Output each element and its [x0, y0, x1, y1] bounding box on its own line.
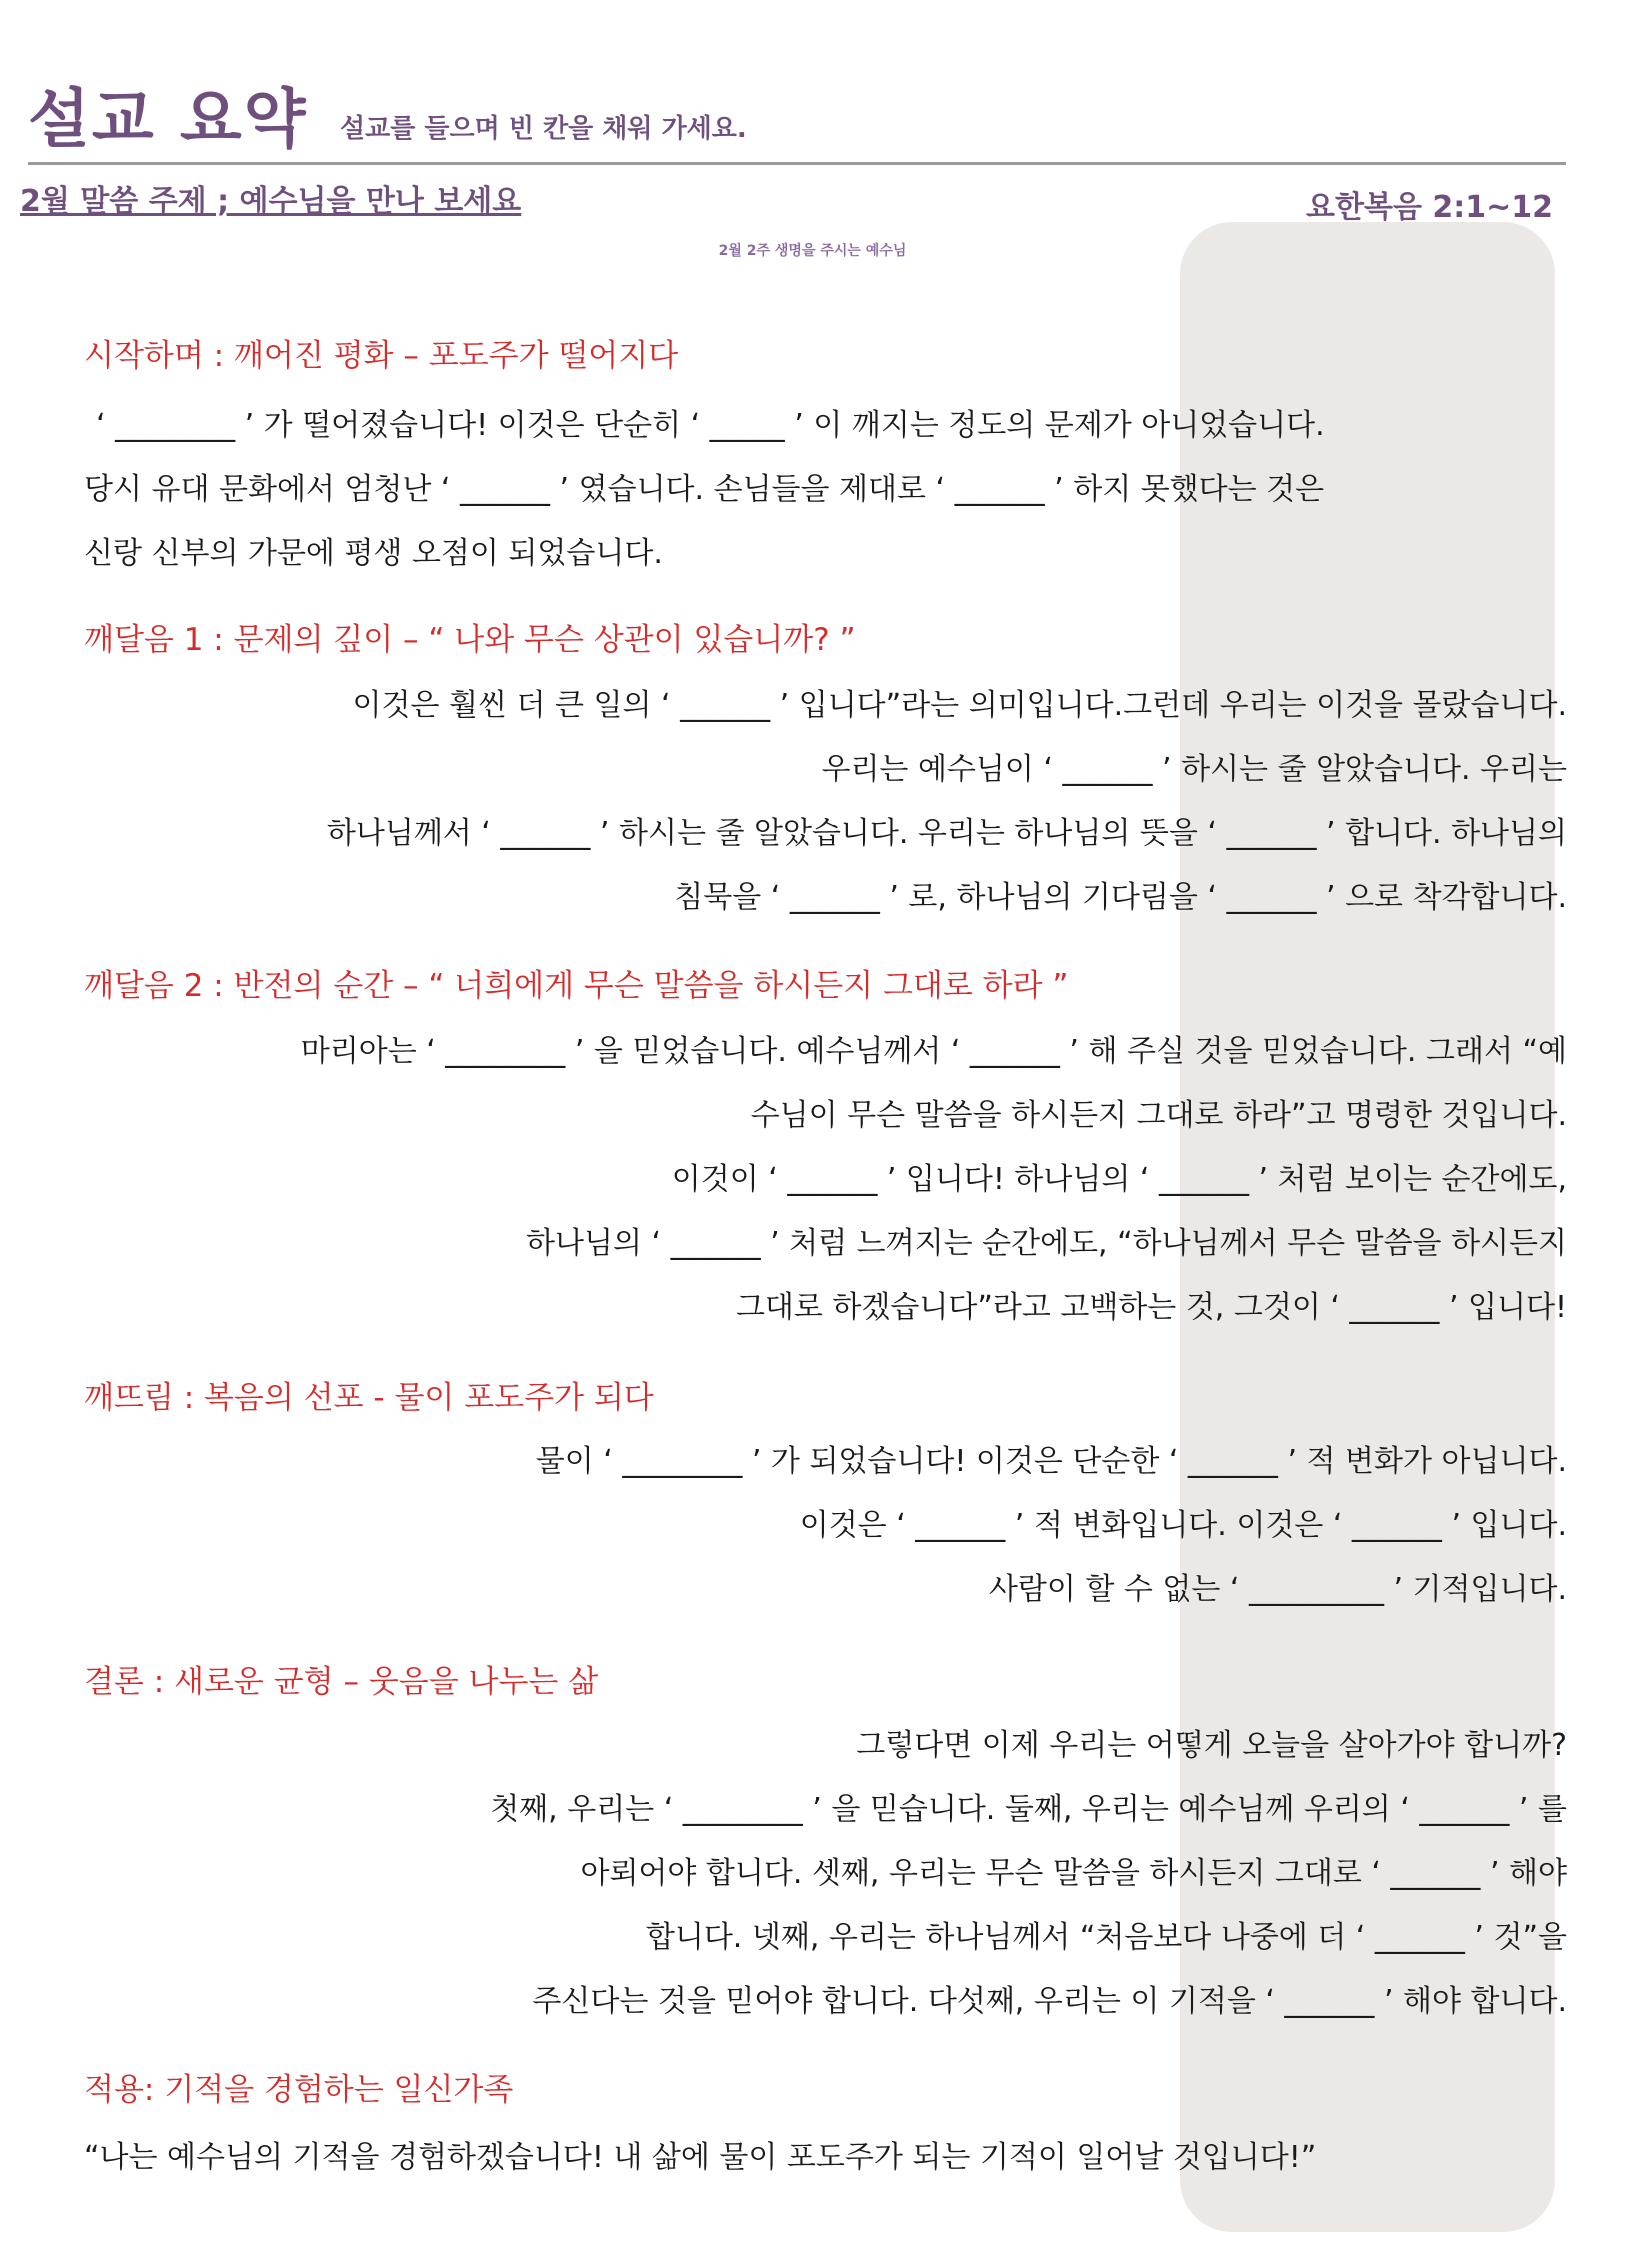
text-line: 합니다. 넷째, 우리는 하나님께서 “처음보다 나중에 더 ‘ ______ ’ 것”을 [645, 1920, 1567, 1955]
text-line: 물이 ‘ ________ ’ 가 되었습니다! 이것은 단순한 ‘ ______ ’ 적 변화가 아닙니다. [535, 1444, 1567, 1479]
section-heading: 깨달음 1 : 문제의 깊이 – “ 나와 무슨 상관이 있습니까? ” [84, 622, 856, 658]
text-line: 사람이 할 수 없는 ‘ _________ ’ 기적입니다. [988, 1572, 1567, 1607]
scripture-reference: 요한복음 2:1~12 [1306, 190, 1553, 225]
text-line: 침묵을 ‘ ______ ’ 로, 하나님의 기다림을 ‘ ______ ’ 으로 착각합니다. [674, 880, 1567, 915]
week-title: 2월 2주 생명을 주시는 예수님 [718, 243, 907, 259]
text-line: 우리는 예수님이 ‘ ______ ’ 하시는 줄 알았습니다. 우리는 [821, 752, 1567, 787]
section-heading: 깨달음 2 : 반전의 순간 – “ 너희에게 무슨 말씀을 하시든지 그대로 하라 ” [84, 968, 1069, 1004]
text-line: 수님이 무슨 말씀을 하시든지 그대로 하라”고 명령한 것입니다. [750, 1098, 1567, 1133]
text-line: “나는 예수님의 기적을 경험하겠습니다! 내 삶에 물이 포도주가 되는 기적이 일어날 것입니다!” [84, 2140, 1317, 2175]
text-line: 이것은 훨씬 더 큰 일의 ‘ ______ ’ 입니다”라는 의미입니다.그런데 우리는 이것을 몰랐습니다. [352, 688, 1567, 723]
section-heading: 시작하며 : 깨어진 평화 – 포도주가 떨어지다 [84, 338, 679, 374]
text-line: 하나님의 ‘ ______ ’ 처럼 느껴지는 순간에도, “하나님께서 무슨 말씀을 하시든지 [526, 1226, 1567, 1261]
page-subtitle: 설교를 들으며 빈 칸을 채워 가세요. [340, 114, 747, 144]
text-line: 그대로 하겠습니다”라고 고백하는 것, 그것이 ‘ ______ ’ 입니다! [735, 1290, 1567, 1325]
section-heading: 깨뜨림 : 복음의 선포 - 물이 포도주가 되다 [84, 1380, 654, 1416]
text-line: 그렇다면 이제 우리는 어떻게 오늘을 살아가야 합니까? [856, 1728, 1567, 1763]
page-title: 설교 요약 [28, 83, 308, 157]
section-heading: 결론 : 새로운 균형 – 웃음을 나누는 삶 [84, 1664, 599, 1700]
monthly-theme: 2월 말씀 주제 ; 예수님을 만나 보세요 [20, 184, 522, 219]
text-line: 아뢰어야 합니다. 셋째, 우리는 무슨 말씀을 하시든지 그대로 ‘ ______ ’ 해야 [580, 1856, 1567, 1891]
text-line: 주신다는 것을 믿어야 합니다. 다섯째, 우리는 이 기적을 ‘ ______ ’ 해야 합니다. [532, 1984, 1567, 2019]
text-line: 이것은 ‘ ______ ’ 적 변화입니다. 이것은 ‘ ______ ’ 입니다. [799, 1508, 1567, 1543]
text-line: 첫째, 우리는 ‘ ________ ’ 을 믿습니다. 둘째, 우리는 예수님께 우리의 ‘ ______ ’ 를 [490, 1792, 1567, 1827]
section-heading: 적용: 기적을 경험하는 일신가족 [84, 2072, 514, 2108]
text-line: 하나님께서 ‘ ______ ’ 하시는 줄 알았습니다. 우리는 하나님의 뜻을 ‘ ______ ’ 합니다. 하나님의 [326, 816, 1567, 851]
text-line: ‘ ________ ’ 가 떨어졌습니다! 이것은 단순히 ‘ _____ ’ 이 깨지는 정도의 문제가 아니었습니다. [96, 408, 1325, 443]
text-line: 당시 유대 문화에서 엄청난 ‘ ______ ’ 였습니다. 손님들을 제대로 ‘ ______ ’ 하지 못했다는 것은 [84, 472, 1325, 507]
header-divider [28, 162, 1566, 165]
text-line: 신랑 신부의 가문에 평생 오점이 되었습니다. [84, 536, 663, 571]
text-line: 마리아는 ‘ ________ ’ 을 믿었습니다. 예수님께서 ‘ ______ ’ 해 주실 것을 믿었습니다. 그래서 “예 [300, 1034, 1567, 1069]
text-line: 이것이 ‘ ______ ’ 입니다! 하나님의 ‘ ______ ’ 처럼 보이는 순간에도, [671, 1162, 1567, 1197]
